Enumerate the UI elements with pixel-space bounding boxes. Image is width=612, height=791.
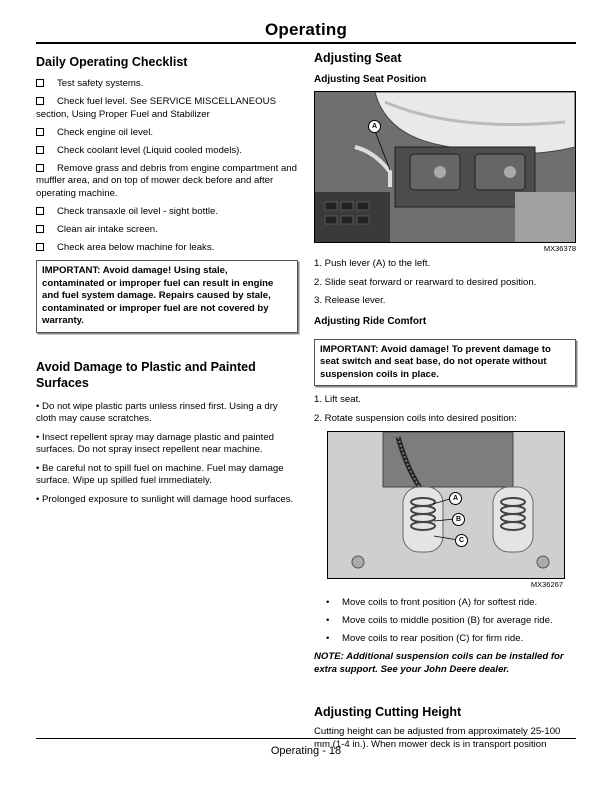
page-title: Operating: [264, 20, 348, 39]
plastic-bullet: • Be careful not to spill fuel on machine. Fuel may damage surface. Wipe up spilled fuel immediately.: [36, 462, 284, 486]
step: 2. Rotate suspension coils into desired position:: [314, 412, 517, 424]
checklist-item: Remove grass and debris from engine compartment and muffler area, and on top of mower deck before and after operating machine.: [36, 162, 297, 199]
right-column: [314, 50, 576, 751]
callout-c: C: [455, 534, 468, 547]
checklist: [36, 78, 298, 254]
checkbox-icon: [36, 207, 44, 215]
step: 1. Push lever (A) to the left.: [314, 258, 431, 269]
suspension-coils-illustration: [328, 432, 564, 578]
seat-heading: Adjusting Seat: [314, 51, 402, 65]
checkbox-icon: [36, 146, 44, 154]
header-rule: [36, 42, 576, 44]
footer-rule: [36, 738, 576, 739]
checkbox-icon: [36, 97, 44, 105]
checkbox-icon: [36, 225, 44, 233]
callout-a: A: [368, 120, 381, 133]
checkbox-icon: [36, 128, 44, 136]
seat-position-heading: Adjusting Seat Position: [314, 74, 427, 85]
checklist-item: Check transaxle oil level - sight bottle.: [36, 206, 298, 219]
checkbox-icon: [36, 164, 44, 172]
ride-important-box: IMPORTANT: Avoid damage! To prevent damage to seat switch and seat base, do not operate without suspension coils in place.: [314, 339, 576, 387]
checkbox-icon: [36, 79, 44, 87]
list-item: • Move coils to rear position (C) for firm ride.: [326, 633, 524, 644]
figure-id: MX36378: [543, 244, 576, 253]
list-item: • Move coils to front position (A) for softest ride.: [326, 597, 538, 608]
checkbox-icon: [36, 243, 44, 251]
list-item: • Move coils to middle position (B) for average ride.: [326, 615, 553, 626]
cutting-height-heading: Adjusting Cutting Height: [314, 705, 462, 719]
cutting-height-text: Cutting height can be adjusted from approximately 25-100 mm (1-4 in.). When mower deck is in transport position: [314, 726, 561, 750]
coil-position-list: [326, 597, 576, 646]
left-column: [36, 50, 298, 512]
seat-lever-illustration: [315, 92, 575, 242]
callout-b: B: [452, 513, 465, 526]
note-text: NOTE: Additional suspension coils can be installed for extra support. See your John Deere dealer.: [314, 651, 564, 675]
checklist-item: Test safety systems.: [36, 78, 298, 91]
checklist-item: Check engine oil level.: [36, 127, 298, 140]
suspension-coils-photo: [327, 431, 565, 579]
step: 1. Lift seat.: [314, 394, 361, 405]
checklist-item: Clean air intake screen.: [36, 224, 298, 237]
plastic-heading: Avoid Damage to Plastic and Painted Surfaces: [36, 359, 256, 390]
callout-a: A: [449, 492, 462, 505]
page-footer: Operating - 18: [270, 745, 342, 757]
checklist-item: Check fuel level. See SERVICE MISCELLANEOUS section, Using Proper Fuel and Stabilizer: [36, 96, 276, 120]
step: 2. Slide seat forward or rearward to desired position.: [314, 276, 537, 288]
checklist-item: Check area below machine for leaks.: [36, 242, 298, 255]
seat-steps: [314, 258, 576, 308]
checklist-item: Check coolant level (Liquid cooled models).: [36, 145, 298, 158]
seat-lever-photo: [314, 91, 576, 243]
ride-steps: [314, 394, 576, 425]
ride-comfort-heading: Adjusting Ride Comfort: [314, 315, 427, 327]
plastic-bullet: • Do not wipe plastic parts unless rinsed first. Using a dry cloth may cause scratches.: [36, 400, 278, 424]
fuel-important-box: IMPORTANT: Avoid damage! Using stale, contaminated or improper fuel can result in engine and fuel system damage. Repairs caused by stale, contaminated or improper fuel are not covered by warranty.: [36, 260, 298, 333]
step: 3. Release lever.: [314, 295, 386, 306]
plastic-bullet: • Insect repellent spray may damage plastic and painted surfaces. Do not spray insect repellent near machine.: [36, 431, 275, 455]
checklist-heading: Daily Operating Checklist: [36, 55, 188, 69]
plastic-bullet: • Prolonged exposure to sunlight will damage hood surfaces.: [36, 493, 294, 505]
figure-id: MX36267: [530, 580, 563, 589]
